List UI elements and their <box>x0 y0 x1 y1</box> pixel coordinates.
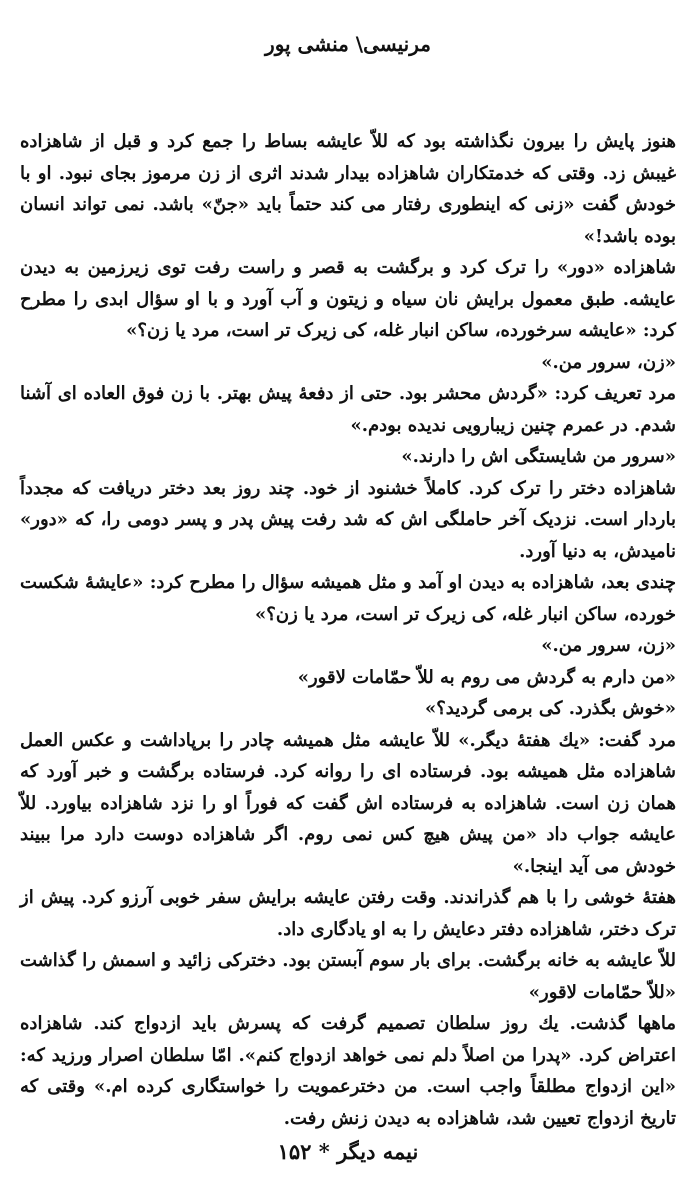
paragraph: هفتهٔ خوشی را با هم گذراندند. وقت رفتن عایشه برایش سفر خوبی آرزو کرد. پیش از ترک دختر، شاهزاده دفتر دعایش را به او یادگاری داد. <box>20 887 676 940</box>
page-footer: نیمه دیگر * ۱۵۲ <box>277 1139 419 1164</box>
paragraph: شاهزاده دختر را ترک کرد. کاملاً خشنود از خود. چند روز بعد دختر دریافت که مجدداً باردار است. نزدیک آخر حاملگی اش که شد رفت پیش پدر و پسر دومی را، که «دور» نامیدش، به دنیا آورد. <box>20 477 676 562</box>
paragraph: شاهزاده «دور» را ترک کرد و برگشت به قصر و راست رفت توی زیرزمین به دیدن عایشه. طبق معمول برایش نان سیاه و زیتون و آب آورد و با او سؤال ابدی را مطرح کرد: «عایشه سرخورده، ساکن انبار غله، کی زیرک تر است، مرد یا زن؟» <box>20 257 676 341</box>
body-text <box>20 126 676 1134</box>
running-header: مرنیسی\ منشی پور <box>265 32 431 56</box>
paragraph: للاّ عایشه به خانه برگشت. برای بار سوم آبستن بود. دخترکی زائید و اسمش را گذاشت «للاّ حمّامات لاقور» <box>20 950 676 1003</box>
paragraph: مرد تعریف کرد: «گردش محشر بود. حتی از دفعهٔ پیش بهتر. با زن فوق العاده ای آشنا شدم. در عمرم چنین زیبارویی ندیده بودم.» <box>20 383 676 436</box>
paragraph: هنوز پایش را بیرون نگذاشته بود که للاّ عایشه بساط را جمع کرد و قبل از شاهزاده غیبش زد. وقتی که خدمتکاران شاهزاده بیدار شدند اثری از زن مرموز بجای نبود. او با خودش گفت «زنی که اینطوری رفتار می کند حتماً باید «جنّ» باشد. نمی تواند انسان بوده باشد!» <box>20 131 676 247</box>
paragraph: چندی بعد، شاهزاده به دیدن او آمد و مثل همیشه سؤال را مطرح کرد: «عایشهٔ شکست خورده، ساکن انبار غله، کی زیرک تر است، مرد یا زن؟» <box>20 572 676 625</box>
paragraph: «سرور من شایستگی اش را دارند.» <box>401 446 676 467</box>
paragraph: «من دارم به گردش می روم به للاّ حمّامات لاقور» <box>297 666 676 688</box>
paragraph: مرد گفت: «یك هفتهٔ دیگر.» للاّ عایشه مثل همیشه چادر را برپاداشت و عکس العمل شاهزاده مثل همیشه بود. فرستاده ای را روانه کرد. فرستاده برگشت و خبر آورد که همان زن است. شاهزاده به فرستاده اش گفت که فوراً او را نزد شاهزاده بیاورد. للاّ عایشه جواب داد «من پیش هیچ کس نمی روم. اگر شاهزاده دوست دارد مرا ببیند خودش می آید اینجا.» <box>20 729 676 877</box>
paragraph: «خوش بگذرد. کی برمی گردید؟» <box>424 698 676 719</box>
paragraph: ماهها گذشت. یك روز سلطان تصمیم گرفت که پسرش باید ازدواج کند. شاهزاده اعتراض کرد. «پدرا من اصلاً دلم نمی خواهد ازدواج کنم». امّا سلطان اصرار ورزید که: «این ازدواج مطلقاً واجب است. من دخترعمویت را خواستگاری کرده ام.» وقتی که تاریخ ازدواج تعیین شد، شاهزاده به دیدن زنش رفت. <box>20 1013 676 1129</box>
paragraph: «زن، سرور من.» <box>541 351 676 373</box>
paragraph: «زن، سرور من.» <box>541 635 676 656</box>
